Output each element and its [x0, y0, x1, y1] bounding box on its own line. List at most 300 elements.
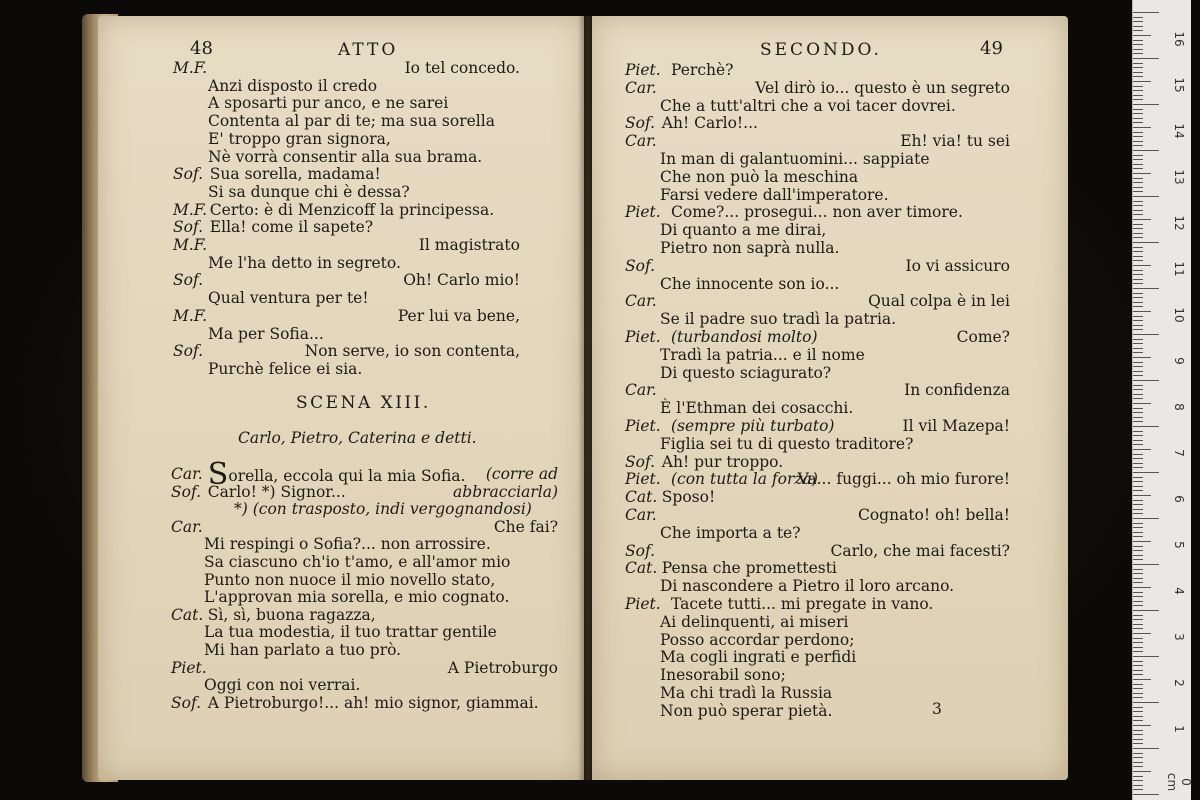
ruler-tick: [1133, 716, 1143, 717]
ruler-tick: [1133, 76, 1143, 77]
ruler-tick: [1133, 274, 1143, 275]
speaker-label: Cat.: [625, 559, 658, 578]
verse-line: Sua sorella, madama!: [209, 165, 381, 184]
ruler-tick: [1133, 311, 1151, 312]
ruler-tick: [1133, 449, 1151, 450]
ruler-tick: [1133, 348, 1143, 349]
verse-line-continued: Il vil Mazepa!: [902, 417, 1010, 435]
ruler-tick: [1133, 615, 1143, 616]
ruler-tick: [1133, 53, 1143, 54]
ruler-tick: [1133, 86, 1143, 87]
ruler-tick: [1133, 21, 1143, 22]
ruler-tick: [1133, 122, 1143, 123]
ruler-tick: [1133, 168, 1143, 169]
ruler-tick: [1133, 647, 1143, 648]
verse-line: E' troppo gran signora,: [208, 129, 391, 148]
verse-line: Ma per Sofia...: [208, 324, 324, 343]
verse-line-continued: Va... fuggi... oh mio furore!: [797, 470, 1010, 489]
ruler-number: 1: [1172, 725, 1186, 733]
left-running-head: ATTO: [338, 40, 399, 60]
ruler-tick: [1133, 63, 1143, 64]
ruler-tick: [1133, 325, 1143, 326]
ruler-tick: [1133, 210, 1143, 211]
ruler-number: 8: [1172, 403, 1186, 411]
verse-line: Ai delinquenti, ai miseri: [660, 612, 849, 631]
verse-line: Purchè felice ei sia.: [208, 359, 363, 378]
ruler-tick: [1133, 477, 1143, 478]
ruler-tick: [1133, 481, 1143, 482]
verse-line-continued: (corre ad: [485, 465, 558, 483]
ruler-tick: [1133, 601, 1143, 602]
ruler-tick: [1133, 173, 1151, 174]
ruler-tick: [1133, 500, 1143, 501]
ruler-tick: [1133, 661, 1143, 662]
speaker-label: M.F.: [173, 200, 208, 219]
ruler-tick: [1133, 684, 1143, 685]
ruler-tick: [1133, 605, 1143, 606]
ruler-tick: [1133, 224, 1143, 225]
ruler-tick: [1133, 776, 1143, 777]
verse-line-continued: Io tel concedo.: [404, 59, 520, 77]
ruler-number: 4: [1172, 587, 1186, 595]
left-page: [98, 16, 584, 780]
ruler-tick: [1133, 247, 1143, 248]
verse-line: Di quanto a me dirai,: [660, 221, 827, 240]
verse-line-continued: Come?: [956, 328, 1010, 346]
ruler-tick: [1133, 472, 1159, 473]
ruler-tick: [1133, 596, 1143, 597]
left-page-number: 48: [190, 38, 213, 59]
speaker-label: Piet.: [625, 328, 661, 346]
ruler-tick: [1133, 72, 1143, 73]
speaker-label: Car.: [171, 465, 203, 483]
verse-line: Mi han parlato a tuo prò.: [204, 641, 402, 659]
verse-line: Nè vorrà consentir alla sua brama.: [208, 147, 483, 166]
verse-line-continued: Oh! Carlo mio!: [403, 271, 520, 290]
ruler-tick: [1133, 302, 1143, 303]
verse-line-continued: Carlo, che mai facesti?: [830, 541, 1010, 560]
speaker-label: Sof.: [171, 693, 202, 712]
ruler-number: 3: [1172, 633, 1186, 641]
verse-line: Di questo sciagurato?: [660, 363, 832, 382]
speaker-label: Sof.: [173, 165, 204, 184]
verse-line: Me l'ha detto in segreto.: [208, 253, 401, 272]
ruler-tick: [1133, 757, 1143, 758]
ruler-tick: [1133, 458, 1143, 459]
ruler-tick: [1133, 375, 1143, 376]
ruler-tick: [1133, 536, 1143, 537]
ruler-tick: [1133, 182, 1143, 183]
verse-line: Qual ventura per te!: [208, 289, 369, 308]
speaker-label: Sof.: [173, 218, 204, 237]
ruler-tick: [1133, 145, 1143, 146]
speaker-label: M.F.: [173, 306, 208, 325]
ruler-tick: [1133, 58, 1159, 59]
ruler-number: 11: [1172, 261, 1186, 277]
verse-line: (sempre più turbato): [671, 417, 835, 435]
ruler-tick: [1133, 44, 1143, 45]
speaker-label: Car.: [625, 506, 657, 524]
ruler-tick: [1133, 421, 1143, 422]
verse-line: Che non può la meschina: [660, 167, 859, 186]
verse-line: Punto non nuoce il mio novello stato,: [204, 570, 496, 589]
ruler-tick: [1133, 219, 1151, 220]
speaker-label: Piet.: [171, 658, 207, 677]
verse-line: Non può sperar pietà.: [660, 701, 833, 720]
ruler-tick: [1133, 541, 1151, 542]
ruler-tick: [1133, 467, 1143, 468]
speaker-label: Sof.: [173, 271, 204, 290]
ruler-tick: [1133, 633, 1151, 634]
ruler-number: 9: [1172, 357, 1186, 365]
ruler-tick: [1133, 578, 1143, 579]
ruler-tick: [1133, 67, 1143, 68]
ruler-tick: [1133, 523, 1143, 524]
ruler-tick: [1133, 440, 1143, 441]
right-running-head: SECONDO.: [760, 40, 882, 60]
ruler-tick: [1133, 408, 1143, 409]
ruler-tick: [1133, 35, 1151, 36]
ruler-tick: [1133, 343, 1143, 344]
ruler-tick: [1133, 444, 1143, 445]
scene-title: SCENA XIII.: [296, 393, 431, 413]
verse-line: Posso accordar perdono;: [660, 630, 855, 649]
verse-line: Ah! pur troppo.: [661, 452, 784, 471]
ruler-tick: [1133, 569, 1143, 570]
ruler-tick: [1133, 610, 1159, 611]
verse-line: Sorella, eccola qui la mia Sofia.: [207, 457, 466, 492]
ruler-tick: [1133, 113, 1143, 114]
ruler-tick: [1133, 651, 1143, 652]
ruler-tick: [1133, 559, 1143, 560]
verse-line: Ma cogli ingrati e perfidi: [660, 648, 857, 667]
verse-line: Contenta al par di te; ma sua sorella: [208, 112, 495, 131]
verse-line-continued: Io vi assicuro: [905, 256, 1010, 275]
ruler-tick: [1133, 228, 1143, 229]
ruler-tick: [1133, 288, 1159, 289]
verse-line: Carlo! *) Signor...: [207, 482, 346, 501]
speaker-label: Piet.: [625, 61, 661, 79]
ruler-tick: [1133, 550, 1143, 551]
ruler-tick: [1133, 371, 1143, 372]
verse-line: Se il padre suo tradì la patria.: [660, 310, 897, 329]
verse-line-continued: Vel dirò io... questo è un segreto: [755, 78, 1010, 97]
verse-line: (con tutta la forza): [671, 470, 818, 489]
verse-line-continued: abbracciarla): [453, 482, 558, 501]
right-page: [592, 16, 1068, 780]
ruler-tick: [1133, 187, 1143, 188]
ruler-tick: [1133, 283, 1143, 284]
ruler-tick: [1133, 762, 1143, 763]
ruler-tick: [1133, 638, 1143, 639]
ruler-tick: [1133, 49, 1143, 50]
ruler-tick: [1133, 753, 1143, 754]
speaker-label: Sof.: [173, 342, 204, 361]
verse-line-continued: Cognato! oh! bella!: [857, 506, 1010, 524]
ruler-tick: [1133, 329, 1143, 330]
ruler-tick: [1133, 454, 1143, 455]
ruler-tick: [1133, 619, 1143, 620]
ruler-tick: [1133, 564, 1159, 565]
verse-line: Di nascondere a Pietro il loro arcano.: [660, 577, 955, 596]
ruler-tick: [1133, 435, 1143, 436]
speaker-label: Car.: [625, 132, 657, 151]
speaker-label: M.F.: [173, 236, 208, 254]
speaker-label: Sof.: [171, 482, 202, 501]
verse-line: Anzi disposto il credo: [208, 76, 378, 95]
ruler-tick: [1133, 297, 1143, 298]
ruler-tick: [1133, 674, 1143, 675]
ruler-tick: [1133, 785, 1143, 786]
ruler-tick: [1133, 196, 1159, 197]
verse-line: Perchè?: [671, 61, 734, 79]
verse-line: Sposo!: [661, 488, 716, 507]
ruler-tick: [1133, 771, 1151, 772]
ruler-tick: [1133, 412, 1143, 413]
ruler-number: 13: [1172, 169, 1186, 185]
ruler-tick: [1133, 109, 1143, 110]
ruler-tick: [1133, 270, 1143, 271]
ruler-tick: [1133, 794, 1159, 795]
ruler-tick: [1133, 279, 1143, 280]
verse-line: *) (con trasposto, indi vergognandosi): [234, 500, 532, 519]
verse-line-continued: Eh! via! tu sei: [900, 132, 1010, 151]
ruler-number: 14: [1172, 123, 1186, 139]
verse-line: Sa ciascuno ch'io t'amo, e all'amor mio: [204, 553, 511, 571]
ruler-tick: [1133, 697, 1143, 698]
verse-line-continued: Qual colpa è in lei: [868, 292, 1010, 311]
ruler-tick: [1133, 426, 1159, 427]
ruler-tick: [1133, 592, 1143, 593]
ruler-tick: [1133, 150, 1159, 151]
verse-line: (turbandosi molto): [671, 328, 818, 346]
ruler-tick: [1133, 725, 1151, 726]
ruler-tick: [1133, 417, 1143, 418]
ruler-tick: [1133, 739, 1143, 740]
ruler-tick: [1133, 527, 1143, 528]
ruler-tick: [1133, 178, 1143, 179]
ruler-tick: [1133, 573, 1143, 574]
ruler-tick: [1133, 99, 1143, 100]
ruler-tick: [1133, 743, 1143, 744]
ruler-tick: [1133, 587, 1151, 588]
ruler-tick: [1133, 656, 1159, 657]
ruler-tick: [1133, 366, 1143, 367]
ruler-tick: [1133, 316, 1143, 317]
ruler-tick: [1133, 242, 1159, 243]
ruler-tick: [1133, 389, 1143, 390]
ruler-number: 10: [1172, 307, 1186, 323]
verse-line: Che importa a te?: [660, 523, 801, 542]
verse-line: Si sa dunque chi è dessa?: [208, 182, 410, 201]
ruler-tick: [1133, 720, 1143, 721]
ruler-tick: [1133, 642, 1143, 643]
ruler-tick: [1133, 260, 1143, 261]
verse-line: A sposarti pur anco, e ne sarei: [208, 94, 449, 113]
ruler-number: 16: [1172, 31, 1186, 47]
ruler-tick: [1133, 127, 1151, 128]
ruler-tick: [1133, 118, 1143, 119]
ruler-tick: [1133, 780, 1143, 781]
ruler-tick: [1133, 748, 1159, 749]
ruler-tick: [1133, 155, 1143, 156]
speaker-label: Piet.: [625, 595, 661, 613]
verse-line: Oggi con noi verrai.: [204, 676, 361, 695]
speaker-label: Sof.: [625, 452, 656, 471]
verse-line: Come?... prosegui... non aver timore.: [671, 203, 963, 222]
ruler-tick: [1133, 490, 1143, 491]
ruler-tick: [1133, 159, 1143, 160]
verse-line: In man di galantuomini... sappiate: [660, 150, 930, 168]
verse-line: Tradì la patria... e il nome: [660, 345, 865, 364]
ruler-tick: [1133, 385, 1143, 386]
ruler-tick: [1133, 734, 1143, 735]
verse-line: Pensa che promettesti: [661, 559, 837, 578]
ruler-tick: [1133, 95, 1143, 96]
ruler-tick: [1133, 693, 1143, 694]
ruler-tick: [1133, 398, 1143, 399]
ruler-number: 0 cm: [1165, 772, 1193, 792]
ruler-tick: [1133, 431, 1143, 432]
ruler-tick: [1133, 486, 1143, 487]
ruler-tick: [1133, 504, 1143, 505]
ruler-tick: [1133, 688, 1143, 689]
ruler-tick: [1133, 205, 1143, 206]
speaker-label: Sof.: [625, 541, 656, 560]
speaker-label: M.F.: [173, 59, 208, 77]
speaker-label: Sof.: [625, 114, 656, 133]
verse-line: L'approvan mia sorella, e mio cognato.: [204, 588, 510, 607]
ruler-tick: [1133, 237, 1143, 238]
ruler-tick: [1133, 394, 1143, 395]
verse-line: Che a tutt'altri che a voi tacer dovrei.: [660, 96, 956, 115]
measuring-ruler: [1132, 0, 1191, 800]
ruler-tick: [1133, 730, 1143, 731]
ruler-tick: [1133, 357, 1151, 358]
ruler-tick: [1133, 320, 1143, 321]
ruler-tick: [1133, 90, 1143, 91]
verse-line: Tacete tutti... mi pregate in vano.: [671, 595, 934, 613]
speaker-label: Piet.: [625, 470, 661, 489]
ruler-number: 6: [1172, 495, 1186, 503]
speaker-label: Car.: [625, 292, 657, 311]
signature-mark: 3: [932, 700, 942, 718]
speaker-label: Piet.: [625, 203, 661, 222]
ruler-tick: [1133, 766, 1143, 767]
verse-line: Ah! Carlo!...: [661, 114, 758, 133]
verse-line-continued: Non serve, io son contenta,: [304, 342, 520, 361]
ruler-tick: [1133, 104, 1159, 105]
verse-line-continued: In confidenza: [904, 381, 1010, 400]
ruler-tick: [1133, 132, 1143, 133]
ruler-tick: [1133, 463, 1143, 464]
speaker-label: Car.: [625, 381, 657, 400]
speaker-label: Car.: [171, 517, 203, 536]
ruler-number: 2: [1172, 679, 1186, 687]
ruler-tick: [1133, 256, 1143, 257]
speaker-label: Cat.: [171, 605, 204, 624]
verse-line-continued: Che fai?: [493, 517, 558, 536]
ruler-tick: [1133, 81, 1151, 82]
ruler-tick: [1133, 17, 1143, 18]
verse-line: Inesorabil sono;: [660, 666, 786, 685]
verse-line: Mi respingi o Sofia?... non arrossire.: [204, 535, 491, 554]
ruler-tick: [1133, 679, 1151, 680]
verse-line: Ma chi tradì la Russia: [660, 684, 833, 702]
ruler-tick: [1133, 532, 1143, 533]
ruler-tick: [1133, 293, 1143, 294]
ruler-tick: [1133, 26, 1143, 27]
ruler-tick: [1133, 141, 1143, 142]
speaker-label: Car.: [625, 78, 657, 97]
ruler-number: 12: [1172, 215, 1186, 231]
ruler-tick: [1133, 339, 1143, 340]
verse-line-continued: Per lui va bene,: [397, 306, 520, 325]
verse-line: Che innocente son io...: [660, 274, 840, 293]
ruler-tick: [1133, 12, 1159, 13]
ruler-tick: [1133, 306, 1143, 307]
verse-line: Pietro non saprà nulla.: [660, 239, 840, 257]
verse-line: La tua modestia, il tuo trattar gentile: [204, 623, 497, 642]
scene-characters: Carlo, Pietro, Caterina e detti.: [238, 429, 477, 447]
verse-line: È l'Ethman dei cosacchi.: [660, 399, 854, 418]
ruler-tick: [1133, 201, 1143, 202]
ruler-tick: [1133, 789, 1143, 790]
ruler-number: 15: [1172, 77, 1186, 93]
ruler-tick: [1133, 214, 1143, 215]
ruler-tick: [1133, 30, 1143, 31]
verse-line-continued: A Pietroburgo: [447, 658, 558, 677]
verse-line: A Pietroburgo!... ah! mio signor, giammai.: [207, 693, 539, 712]
ruler-tick: [1133, 665, 1143, 666]
verse-line: Figlia sei tu di questo traditore?: [660, 434, 914, 453]
ruler-number: 5: [1172, 541, 1186, 549]
ruler-tick: [1133, 624, 1143, 625]
ruler-tick: [1133, 518, 1159, 519]
right-page-number: 49: [980, 38, 1003, 59]
ruler-tick: [1133, 513, 1143, 514]
ruler-tick: [1133, 702, 1159, 703]
ruler-tick: [1133, 362, 1143, 363]
ruler-tick: [1133, 711, 1143, 712]
verse-line-continued: Il magistrato: [418, 236, 520, 254]
ruler-tick: [1133, 509, 1143, 510]
ruler-tick: [1133, 352, 1143, 353]
verse-line: Sì, sì, buona ragazza,: [207, 605, 376, 624]
ruler-tick: [1133, 233, 1143, 234]
speaker-label: Sof.: [625, 256, 656, 275]
speaker-label: Cat.: [625, 488, 658, 507]
ruler-tick: [1133, 495, 1151, 496]
ruler-tick: [1133, 40, 1143, 41]
verse-line: Ella! come il sapete?: [209, 218, 374, 237]
ruler-tick: [1133, 136, 1143, 137]
speaker-label: Piet.: [625, 417, 661, 435]
ruler-tick: [1133, 191, 1143, 192]
ruler-tick: [1133, 251, 1143, 252]
ruler-tick: [1133, 265, 1151, 266]
ruler-tick: [1133, 164, 1143, 165]
ruler-tick: [1133, 334, 1159, 335]
ruler-tick: [1133, 628, 1143, 629]
ruler-tick: [1133, 707, 1143, 708]
ruler-tick: [1133, 403, 1151, 404]
verse-line: Certo: è di Menzicoff la principessa.: [209, 200, 495, 219]
ruler-tick: [1133, 670, 1143, 671]
ruler-tick: [1133, 555, 1143, 556]
ruler-tick: [1133, 546, 1143, 547]
ruler-tick: [1133, 380, 1159, 381]
